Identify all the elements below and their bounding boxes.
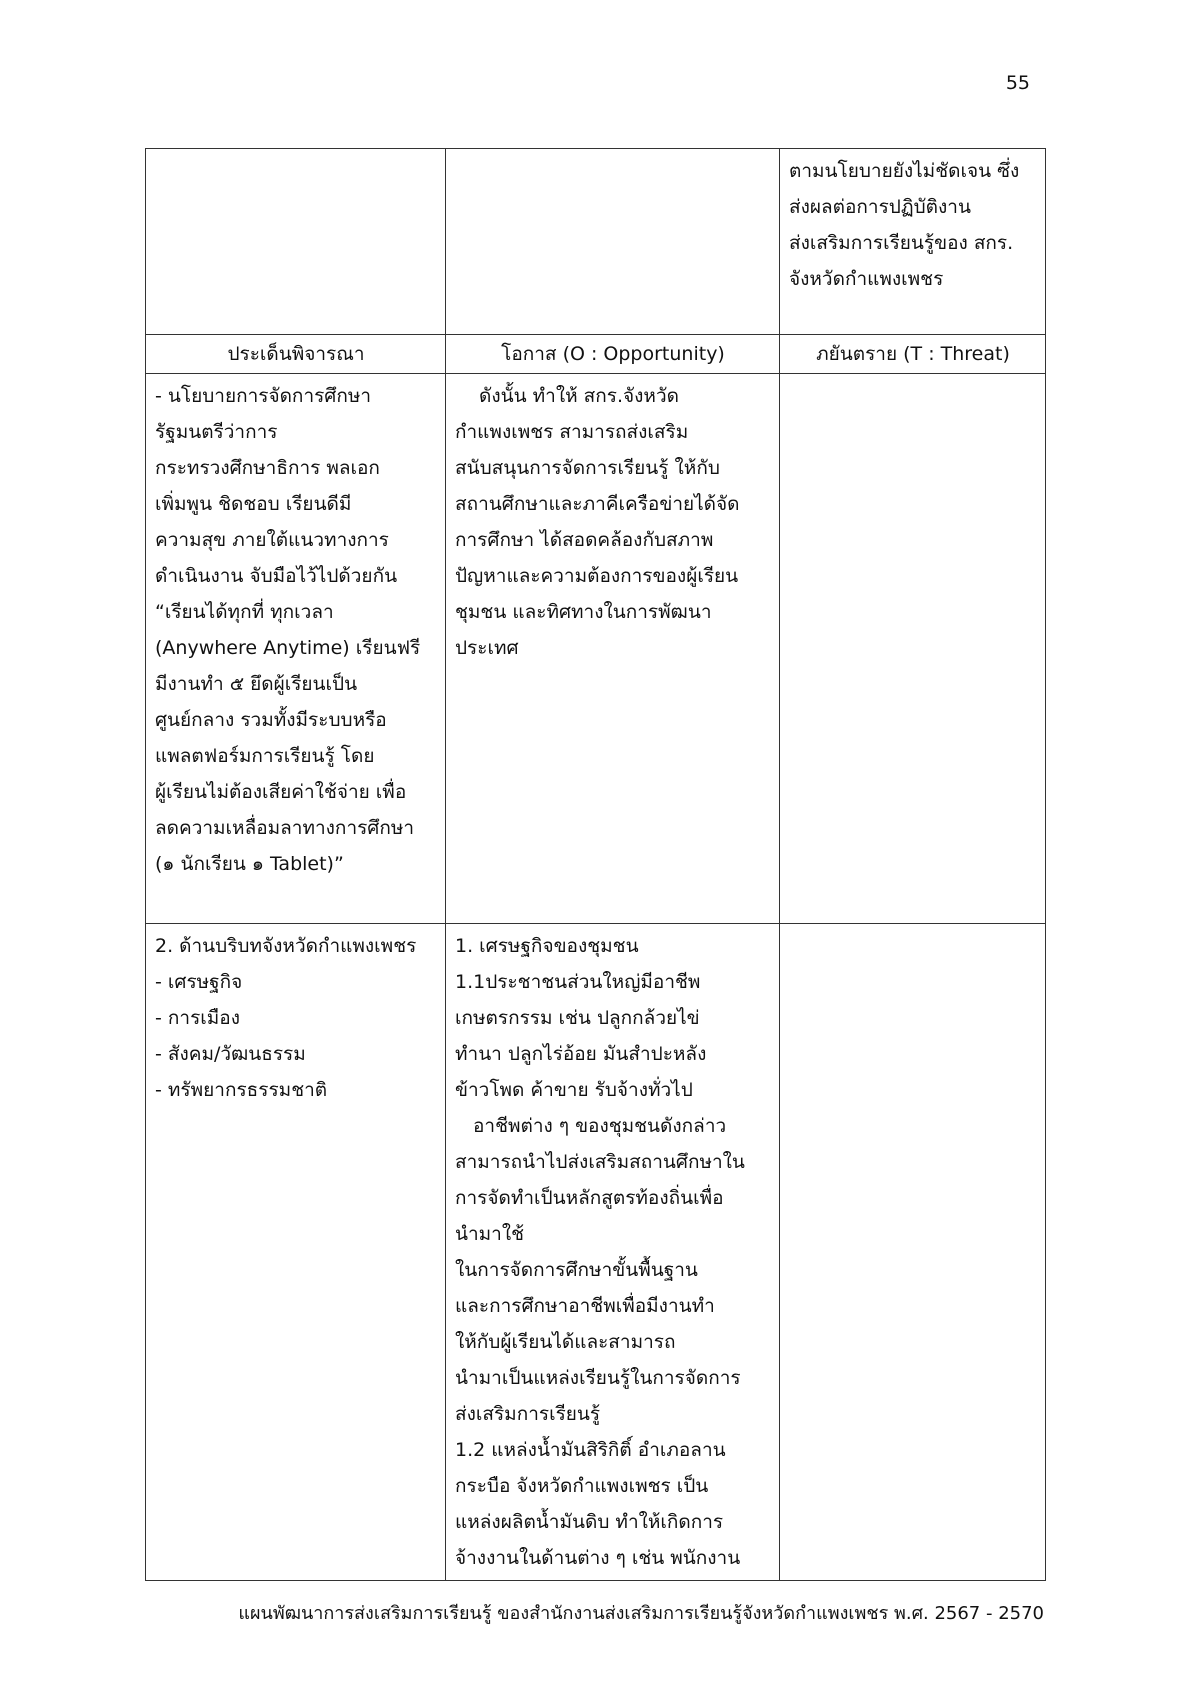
opportunity-cell-empty [446, 149, 780, 335]
issue-line: - นโยบายการจัดการศึกษา [155, 385, 372, 407]
issue-line: - ทรัพยากรธรรมชาติ [155, 1079, 328, 1101]
threat-cell [780, 149, 1046, 335]
opportunity-line: ส่งเสริมการเรียนรู้ [455, 1403, 601, 1425]
issue-line: - เศรษฐกิจ [155, 971, 243, 993]
opportunity-line: นำมาเป็นแหล่งเรียนรู้ในการจัดการ [455, 1367, 741, 1389]
context-row [146, 924, 1046, 1581]
opportunity-cell [446, 374, 780, 924]
issue-line: (Anywhere Anytime) เรียนฟรี [155, 637, 421, 659]
threat-cell-empty [780, 374, 1046, 924]
opportunity-line: เกษตรกรรม เช่น ปลูกกล้วยไข่ [455, 1007, 700, 1029]
threat-line: จังหวัดกำแพงเพชร [789, 268, 944, 290]
opportunity-line: ชุมชน และทิศทางในการพัฒนา [455, 601, 712, 623]
opportunity-line: จ้างงานในด้านต่าง ๆ เช่น พนักงาน [455, 1547, 741, 1569]
page-footer: แผนพัฒนาการส่งเสริมการเรียนรู้ ของสำนักงานส่งเสริมการเรียนรู้จังหวัดกำแพงเพชร พ.ศ. 2567 - 2570 [238, 1603, 1044, 1624]
header-opportunity: โอกาส (O : Opportunity) [446, 335, 780, 374]
issue-cell [146, 374, 446, 924]
threat-line: ส่งผลต่อการปฏิบัติงาน [789, 196, 971, 218]
issue-line: กระทรวงศึกษาธิการ พลเอก [155, 457, 380, 479]
opportunity-line: กำแพงเพชร สามารถส่งเสริม [455, 421, 689, 443]
opportunity-line: กระบือ จังหวัดกำแพงเพชร เป็น [455, 1475, 709, 1497]
issue-line: ดำเนินงาน จับมือไว้ไปด้วยกัน [155, 565, 398, 587]
header-threat: ภยันตราย (T : Threat) [780, 335, 1046, 374]
issue-cell-empty [146, 149, 446, 335]
opportunity-line: และการศึกษาอาชีพเพื่อมีงานทำ [455, 1295, 715, 1317]
continuation-row [146, 149, 1046, 335]
opportunity-line: ให้กับผู้เรียนได้และสามารถ [455, 1331, 676, 1353]
opportunity-line: ข้าวโพด ค้าขาย รับจ้างทั่วไป [455, 1079, 693, 1101]
opportunity-line: สามารถนำไปส่งเสริมสถานศึกษาใน [455, 1151, 745, 1173]
issue-line: - การเมือง [155, 1007, 240, 1029]
page-number: 55 [1005, 72, 1030, 94]
threat-cell-empty [780, 924, 1046, 1581]
issue-line: (๑ นักเรียน ๑ Tablet)” [155, 853, 344, 875]
threat-line: ตามนโยบายยังไม่ชัดเจน ซึ่ง [789, 160, 1020, 182]
opportunity-line: อาชีพต่าง ๆ ของชุมชนดังกล่าว [473, 1115, 727, 1137]
issue-line: ความสุข ภายใต้แนวทางการ [155, 529, 389, 551]
issue-line: - สังคม/วัฒนธรรม [155, 1043, 306, 1065]
opportunity-line: 1.1ประชาชนส่วนใหญ่มีอาชีพ [455, 971, 701, 993]
policy-row [146, 374, 1046, 924]
issue-line: เพิ่มพูน ชิดชอบ เรียนดีมี [155, 493, 352, 515]
header-issue: ประเด็นพิจารณา [146, 335, 446, 374]
issue-cell [146, 924, 446, 1581]
opportunity-cell [446, 924, 780, 1581]
issue-line: ศูนย์กลาง รวมทั้งมีระบบหรือ [155, 709, 387, 731]
opportunity-line: สถานศึกษาและภาคีเครือข่ายได้จัด [455, 493, 740, 515]
opportunity-line: ดังนั้น ทำให้ สกร.จังหวัด [479, 385, 679, 407]
opportunity-line: แหล่งผลิตน้ำมันดิบ ทำให้เกิดการ [455, 1511, 724, 1533]
opportunity-line: ในการจัดการศึกษาขั้นพื้นฐาน [455, 1259, 698, 1281]
header-row [146, 335, 1046, 374]
issue-line: ลดความเหลื่อมลาทางการศึกษา [155, 817, 415, 839]
issue-line: รัฐมนตรีว่าการ [155, 421, 278, 443]
opportunity-line: ทำนา ปลูกไร่อ้อย มันสำปะหลัง [455, 1043, 707, 1065]
opportunity-line: นำมาใช้ [455, 1223, 525, 1245]
opportunity-line: 1.2 แหล่งน้ำมันสิริกิติ์ อำเภอลาน [455, 1439, 726, 1461]
issue-line: 2. ด้านบริบทจังหวัดกำแพงเพชร [155, 935, 417, 957]
swot-table [145, 148, 1046, 1581]
issue-line: ผู้เรียนไม่ต้องเสียค่าใช้จ่าย เพื่อ [155, 781, 407, 803]
opportunity-line: การศึกษา ได้สอดคล้องกับสภาพ [455, 529, 714, 551]
issue-line: แพลตฟอร์มการเรียนรู้ โดย [155, 745, 375, 767]
issue-line: มีงานทำ ๕ ยึดผู้เรียนเป็น [155, 673, 358, 695]
threat-line: ส่งเสริมการเรียนรู้ของ สกร. [789, 232, 1014, 254]
opportunity-line: 1. เศรษฐกิจของชุมชน [455, 935, 639, 957]
opportunity-line: สนับสนุนการจัดการเรียนรู้ ให้กับ [455, 457, 720, 479]
issue-line: “เรียนได้ทุกที่ ทุกเวลา [155, 601, 334, 623]
opportunity-line: ประเทศ [455, 637, 519, 659]
opportunity-line: การจัดทำเป็นหลักสูตรท้องถิ่นเพื่อ [455, 1187, 724, 1209]
opportunity-line: ปัญหาและความต้องการของผู้เรียน [455, 565, 739, 587]
